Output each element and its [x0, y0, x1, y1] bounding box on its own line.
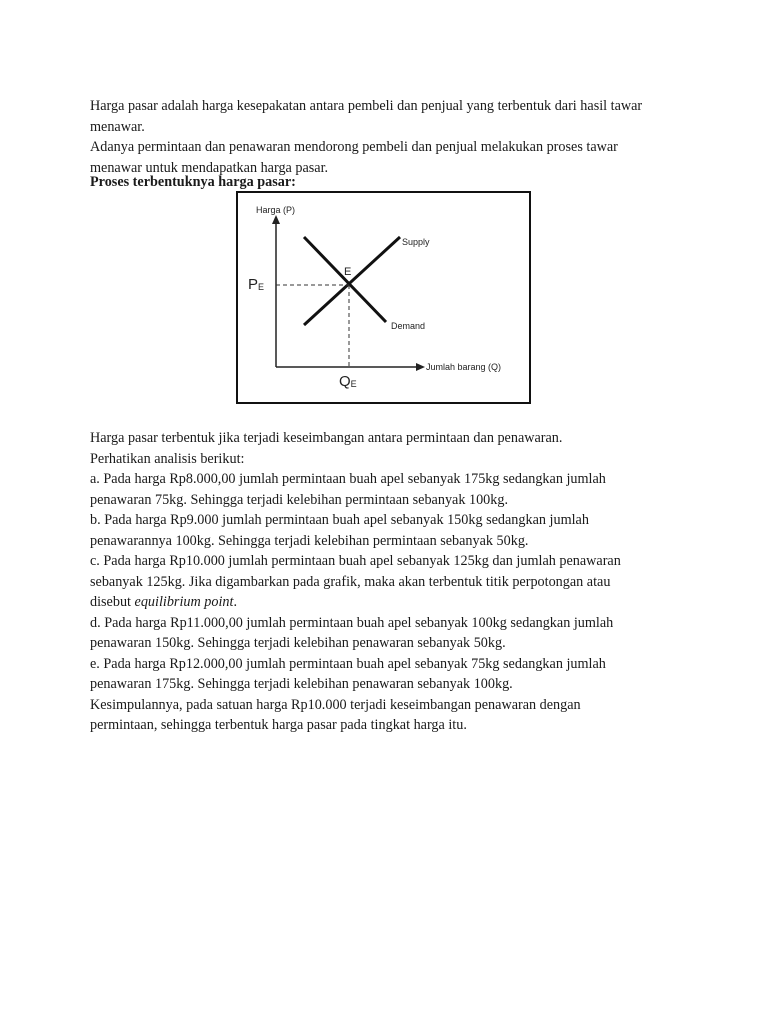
price-label: PE — [248, 276, 265, 293]
demand-supply-paragraph: Adanya permintaan dan penawaran mendorong pembeli dan penjual melakukan proses tawar menawar untuk mendapatkan harga pasar. — [90, 139, 618, 176]
section-heading: Proses terbentuknya harga pasar: — [90, 174, 296, 190]
analysis-intro: Perhatikan analisis berikut: — [90, 450, 245, 467]
analysis-text — [90, 428, 690, 736]
analysis-item-b: b. Pada harga Rp9.000 jumlah permintaan buah apel sebanyak 150kg sedangkan jumlah penawarannya 100kg. Sehingga terjadi kelebihan permintaan sebanyak 50kg. — [90, 512, 589, 549]
analysis-item-c: c. Pada harga Rp10.000 jumlah permintaan buah apel sebanyak 125kg dan jumlah penawaran sebanyak 125kg. Jika digambarkan pada grafik, maka akan terbentuk titik perpotongan atau disebut equilibrium point. — [90, 553, 621, 610]
quantity-label: QE — [339, 373, 357, 390]
analysis-item-a: a. Pada harga Rp8.000,00 jumlah permintaan buah apel sebanyak 175kg sedangkan jumlah penawaran 75kg. Sehingga terjadi kelebihan permintaan sebanyak 100kg. — [90, 471, 606, 508]
x-axis-label: Jumlah barang (Q) — [426, 362, 502, 372]
supply-label: Supply — [402, 237, 430, 247]
analysis-item-e: e. Pada harga Rp12.000,00 jumlah permintaan buah apel sebanyak 75kg sedangkan jumlah penawaran 175kg. Sehingga terjadi kelebihan penawaran sebanyak 100kg. — [90, 655, 606, 692]
market-price-paragraph: Harga pasar terbentuk jika terjadi keseimbangan antara permintaan dan penawaran. — [90, 430, 563, 446]
equilibrium-label: E — [344, 266, 352, 278]
analysis-item-d: d. Pada harga Rp11.000,00 jumlah permintaan buah apel sebanyak 100kg sedangkan jumlah penawaran 150kg. Sehingga terjadi kelebihan penawaran sebanyak 50kg. — [90, 614, 614, 651]
intro-paragraph: Harga pasar adalah harga kesepakatan antara pembeli dan penjual yang terbentuk dari hasil tawar menawar. — [90, 98, 643, 135]
demand-label: Demand — [391, 321, 426, 331]
supply-demand-diagram — [236, 191, 531, 404]
y-axis-label: Harga (P) — [256, 205, 296, 215]
equilibrium-point-term: equilibrium point — [134, 594, 234, 610]
conclusion-paragraph: Kesimpulannya, pada satuan harga Rp10.000 terjadi keseimbangan penawaran dengan permintaan, sehingga terbentuk harga pasar pada tingkat harga itu. — [90, 696, 581, 733]
